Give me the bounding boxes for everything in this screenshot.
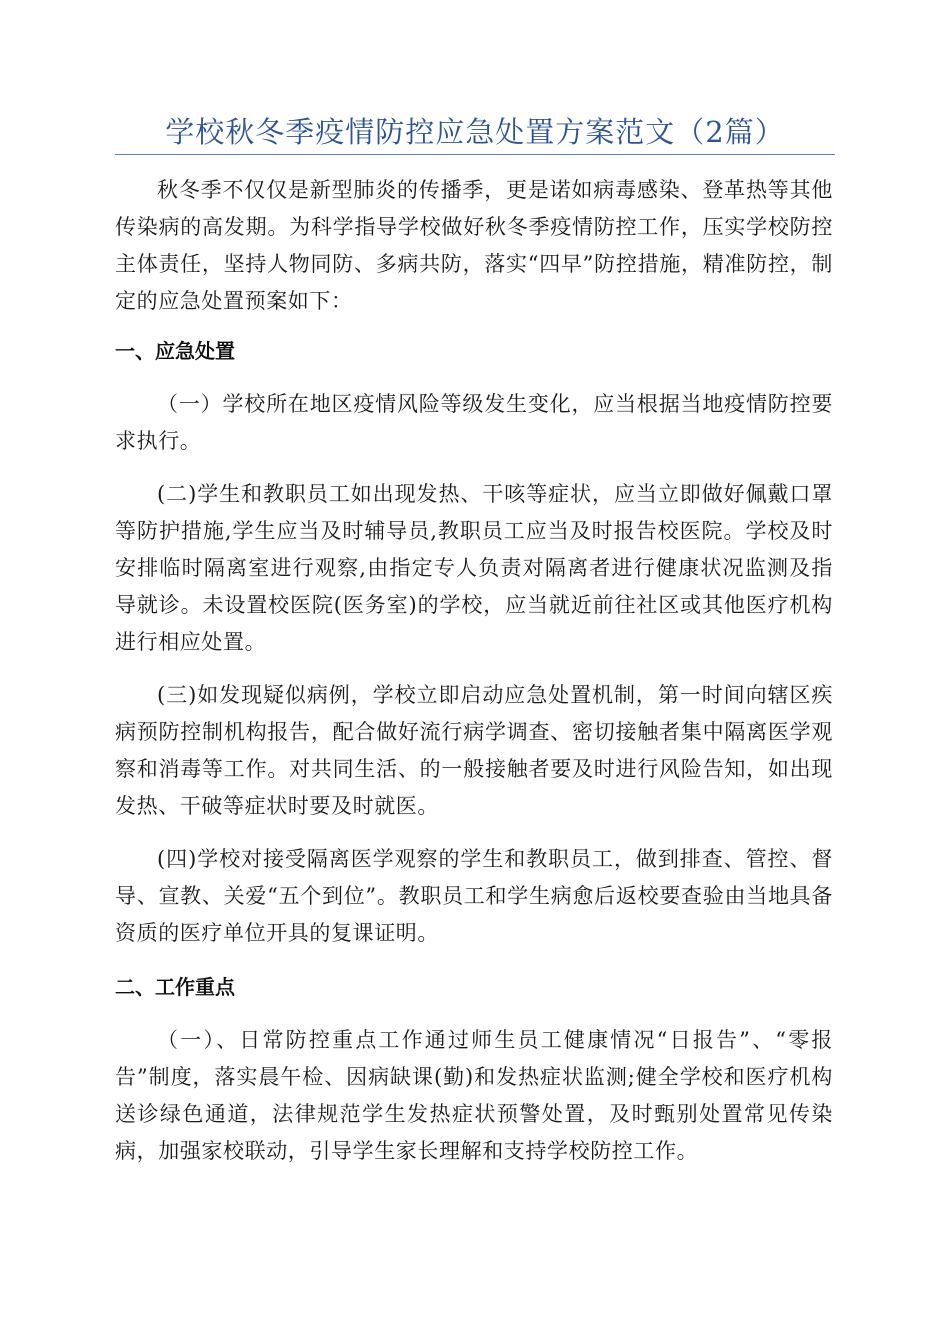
document-body xyxy=(115,172,833,1186)
section1-item-4: (四)学校对接受隔离医学观察的学生和教职员工，做到排查、管控、督导、宣教、关爱“五个到位”。教职员工和学生病愈后返校要查验由当地具备资质的医疗单位开具的复课证明。 xyxy=(115,847,833,945)
section2-item-1: （一）、日常防控重点工作通过师生员工健康情况“日报告”、“零报告”制度，落实晨午检、因病缺课(勤)和发热症状监测;健全学校和医疗机构送诊绿色通道，法律规范学生发热症状预警处置，及时甄别处置常见传染病，加强家校联动，引导学生家长理解和支持学校防控工作。 xyxy=(115,1028,833,1163)
section1-item-1: （一）学校所在地区疫情风险等级发生变化，应当根据当地疫情防控要求执行。 xyxy=(115,392,833,453)
section-heading-emergency: 一、应急处置 xyxy=(115,339,235,363)
section1-item-2: (二)学生和教职员工如出现发热、干咳等症状，应当立即做好佩戴口罩等防护措施,学生应当及时辅导员,教职员工应当及时报告校医院。学校及时安排临时隔离室进行观察,由指定专人负责对隔离者进行健康状况监测及指导就诊。未设置校医院(医务室)的学校，应当就近前往社区或其他医疗机构进行相应处置。 xyxy=(115,482,833,654)
intro-paragraph: 秋冬季不仅仅是新型肺炎的传播季，更是诺如病毒感染、登革热等其他传染病的高发期。为科学指导学校做好秋冬季疫情防控工作，压实学校防控主体责任，坚持人物同防、多病共防，落实“四早”防控措施，精准防控，制定的应急处置预案如下： xyxy=(115,178,833,313)
section-heading-focus: 二、工作重点 xyxy=(115,975,235,999)
title-underline xyxy=(115,154,835,155)
section1-item-3: (三)如发现疑似病例，学校立即启动应急处置机制，第一时间向辖区疾病预防控制机构报告，配合做好流行病学调查、密切接触者集中隔离医学观察和消毒等工作。对共同生活、的一般接触者要及时进行风险告知，如出现发热、干破等症状时要及时就医。 xyxy=(115,683,833,818)
document-title: 学校秋冬季疫情防控应急处置方案范文（2篇） xyxy=(165,115,785,149)
